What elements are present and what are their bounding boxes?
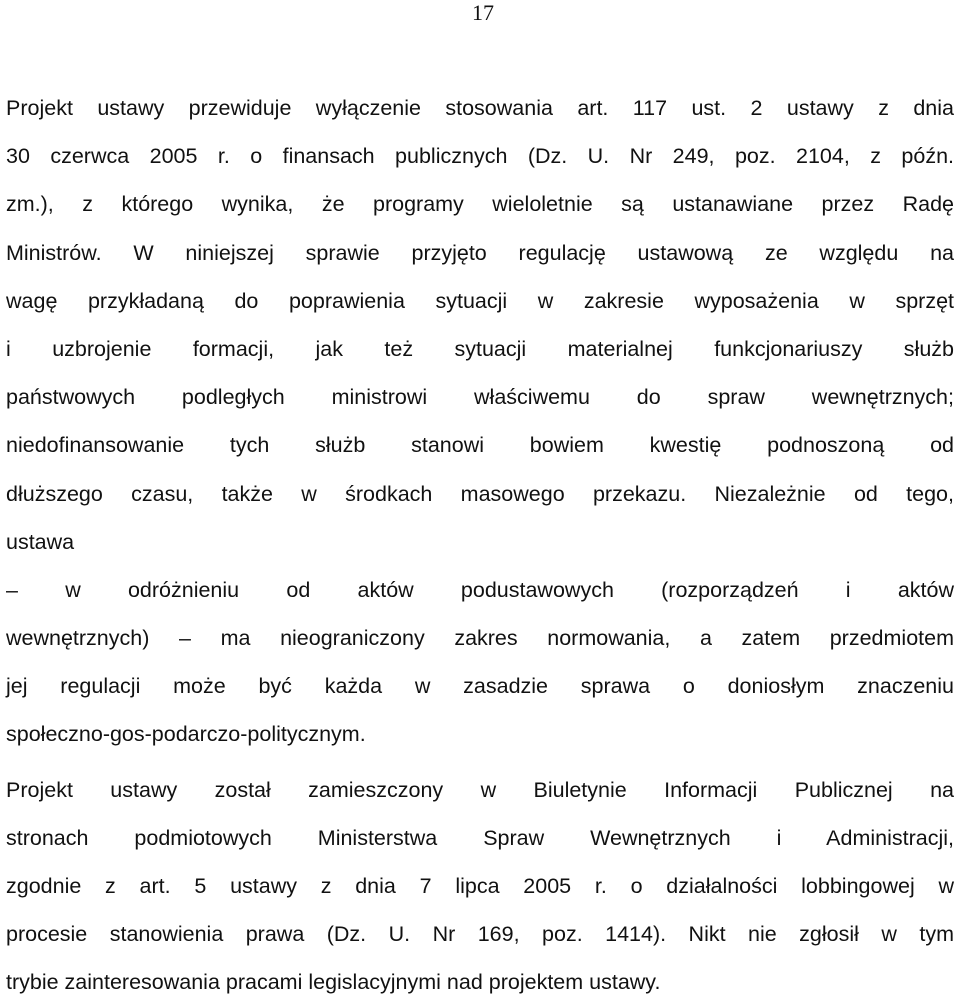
text-line: Ministrów. W niniejszej sprawie przyjęto regulację ustawową ze względu na bbox=[6, 240, 954, 265]
text-line: zm.), z którego wynika, że programy wieloletnie są ustanawiane przez Radę bbox=[6, 192, 954, 217]
document-body bbox=[6, 84, 954, 1007]
paragraph-1 bbox=[6, 84, 954, 759]
text-line: trybie zainteresowania pracami legislacyjnymi nad projektem ustawy. bbox=[6, 970, 661, 995]
text-line: dłuższego czasu, także w środkach masowego przekazu. Niezależnie od tego, bbox=[6, 481, 954, 506]
text-line: zgodnie z art. 5 ustawy z dnia 7 lipca 2005 r. o działalności lobbingowej w bbox=[6, 874, 954, 898]
text-line: 30 czerwca 2005 r. o finansach publicznych (Dz. U. Nr 249, poz. 2104, z późn. bbox=[6, 144, 954, 169]
paragraph-2 bbox=[6, 766, 954, 1007]
paragraph-gap bbox=[6, 759, 954, 766]
page-number: 17 bbox=[472, 0, 494, 25]
text-line: Projekt ustawy został zamieszczony w Biuletynie Informacji Publicznej na bbox=[6, 777, 954, 802]
text-line: Projekt ustawy przewiduje wyłączenie stosowania art. 117 ust. 2 ustawy z dnia bbox=[6, 96, 954, 120]
text-line: wewnętrznych) – ma nieograniczony zakres normowania, a zatem przedmiotem bbox=[6, 626, 954, 651]
text-line: – w odróżnieniu od aktów podustawowych (rozporządzeń i aktów bbox=[6, 577, 954, 602]
text-line: jej regulacji może być każda w zasadzie sprawa o doniosłym znaczeniu bbox=[6, 674, 954, 699]
text-line: społeczno-gos-podarczo-politycznym. bbox=[6, 722, 366, 747]
text-line: procesie stanowienia prawa (Dz. U. Nr 169, poz. 1414). Nikt nie zgłosił w tym bbox=[6, 922, 954, 947]
text-line: stronach podmiotowych Ministerstwa Spraw Wewnętrznych i Administracji, bbox=[6, 825, 954, 850]
text-line: ustawa bbox=[6, 529, 75, 554]
text-line: i uzbrojenie formacji, jak też sytuacji materialnej funkcjonariuszy służb bbox=[6, 336, 954, 361]
text-line: wagę przykładaną do poprawienia sytuacji w zakresie wyposażenia w sprzęt bbox=[6, 288, 954, 313]
text-line: niedofinansowanie tych służb stanowi bowiem kwestię podnoszoną od bbox=[6, 433, 954, 458]
text-line: państwowych podległych ministrowi właściwemu do spraw wewnętrznych; bbox=[6, 385, 954, 410]
